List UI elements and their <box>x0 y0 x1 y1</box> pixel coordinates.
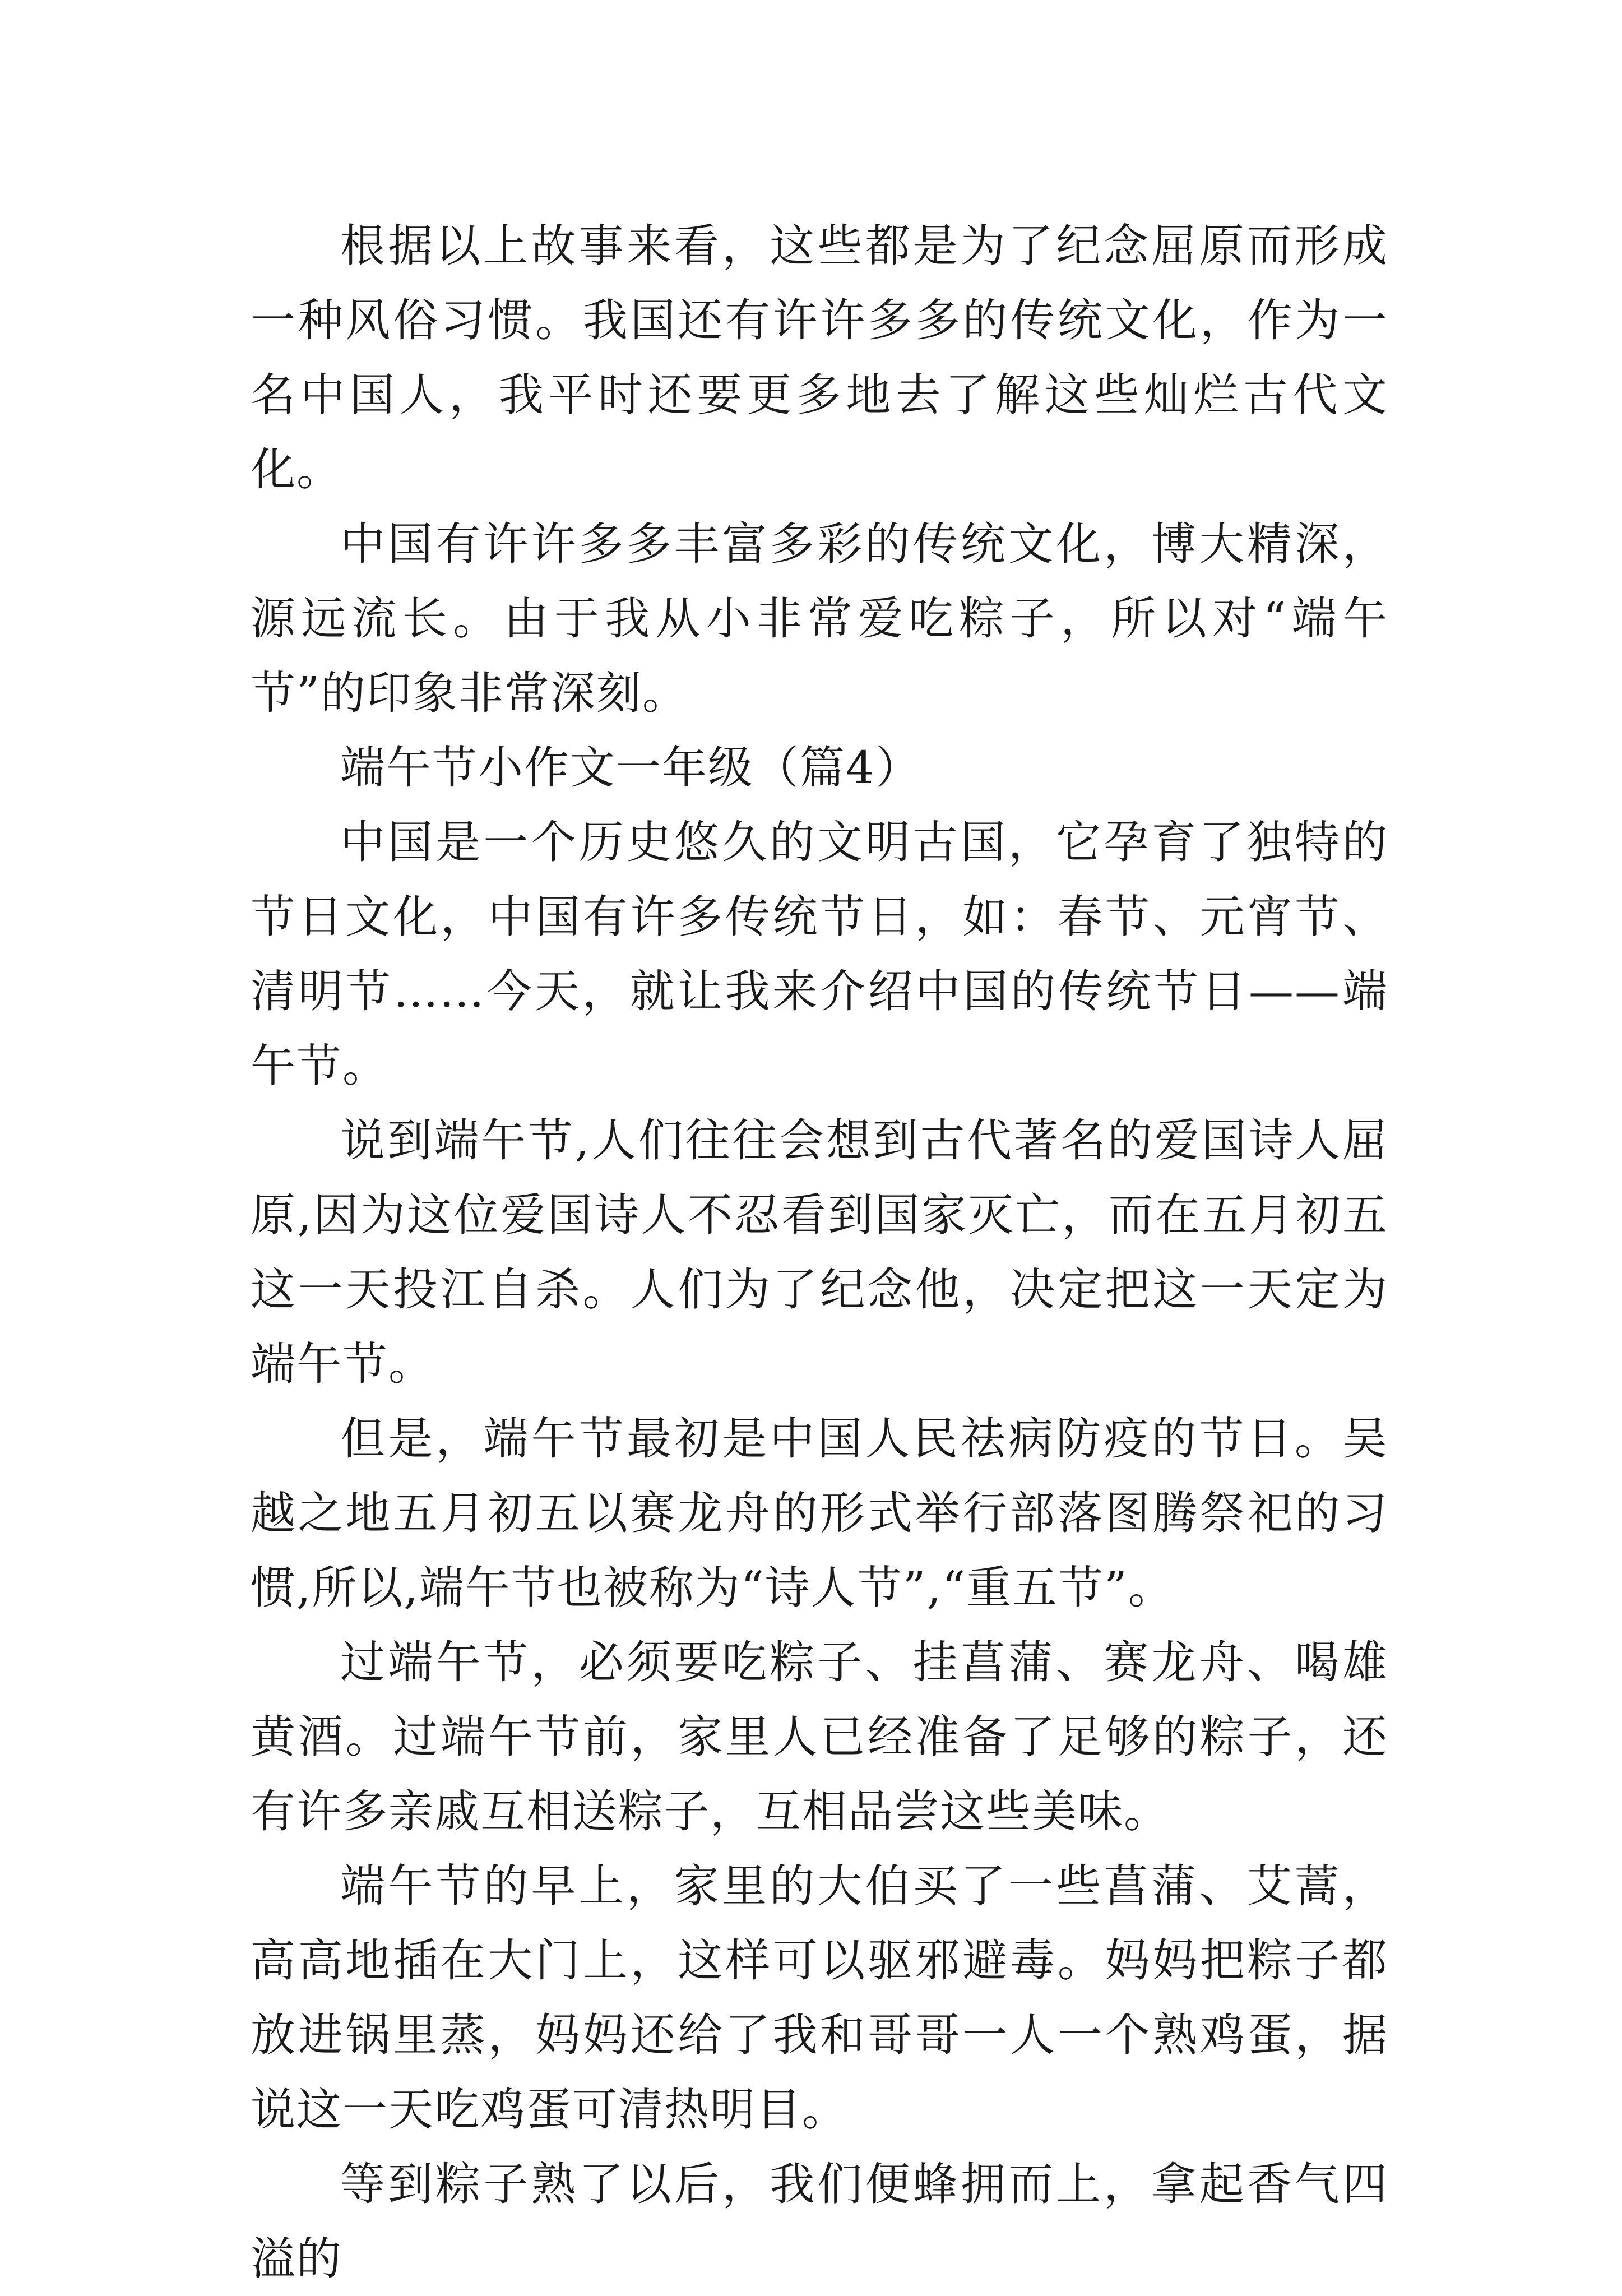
document-body <box>251 209 1388 2296</box>
section-heading: 端午节小作文一年级（篇4） <box>340 742 921 794</box>
paragraph: 等到粽子熟了以后，我们便蜂拥而上，拿起香气四溢的 <box>251 2158 1388 2285</box>
paragraph: 说到端午节,人们往往会想到古代著名的爱国诗人屈原,因为这位爱国诗人不忍看到国家灭亡，而在五月初五这一天投江自杀。人们为了纪念他，决定把这一天定为端午节。 <box>251 1114 1388 1390</box>
paragraph: 根据以上故事来看，这些都是为了纪念屈原而形成一种风俗习惯。我国还有许许多多的传统文化，作为一名中国人，我平时还要更多地去了解这些灿烂古代文化。 <box>251 220 1388 496</box>
paragraph: 但是，端午节最初是中国人民祛病防疫的节日。吴越之地五月初五以赛龙舟的形式举行部落图腾祭祀的习惯,所以,端午节也被称为“诗人节”,“重五节”。 <box>251 1413 1388 1614</box>
paragraph: 中国是一个历史悠久的文明古国，它孕育了独特的节日文化，中国有许多传统节日，如：春节、元宵节、清明节……今天，就让我来介绍中国的传统节日——端午节。 <box>251 816 1388 1092</box>
paragraph: 中国有许许多多丰富多彩的传统文化，博大精深，源远流长。由于我从小非常爱吃粽子，所以对“端午节”的印象非常深刻。 <box>251 518 1388 719</box>
paragraph: 端午节的早上，家里的大伯买了一些菖蒲、艾蒿，高高地插在大门上，这样可以驱邪避毒。妈妈把粽子都放进锅里蒸，妈妈还给了我和哥哥一人一个熟鸡蛋，据说这一天吃鸡蛋可清热明目。 <box>251 1860 1388 2136</box>
paragraph: 过端午节，必须要吃粽子、挂菖蒲、赛龙舟、喝雄黄酒。过端午节前，家里人已经准备了足够的粽子，还有许多亲戚互相送粽子，互相品尝这些美味。 <box>251 1636 1388 1837</box>
